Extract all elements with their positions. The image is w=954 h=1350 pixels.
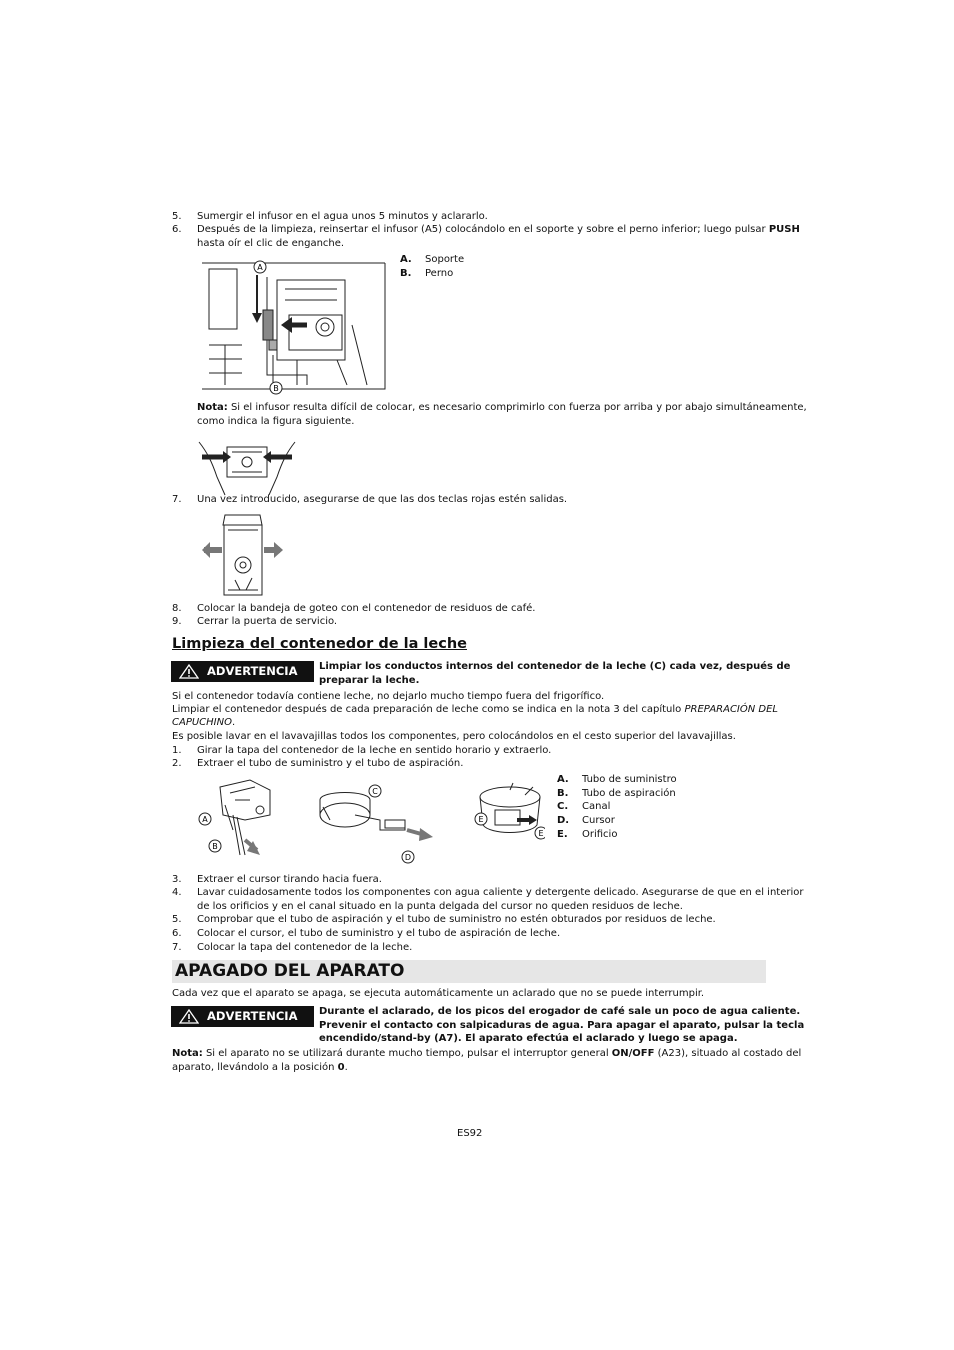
step-number: 1.	[172, 745, 182, 756]
paragraph-cont: CAPUCHINO.	[172, 717, 236, 728]
step-text: Sumergir el infusor en el agua unos 5 minutos y aclararlo.	[197, 211, 488, 222]
fig1-callout-b: B	[273, 384, 279, 393]
step-text: Colocar la bandeja de goteo con el contenedor de residuos de café.	[197, 603, 536, 614]
warning-triangle-icon	[179, 1009, 199, 1024]
step-text: Lavar cuidadosamente todos los componentes con agua caliente y detergente delicado. Asegurarse de que en el interior	[197, 887, 804, 898]
step-text-cont: de los orificios y en el canal situado en la punta delgada del cursor no queden residuos de leche.	[197, 901, 683, 912]
legend-item: E. Orificio	[557, 829, 618, 840]
note: Nota: Si el aparato no se utilizará durante mucho tiempo, pulsar el interruptor general ON/OFF (A23), situado al costado del	[172, 1048, 802, 1059]
warning-text: Limpiar los conductos internos del contenedor de la leche (C) cada vez, después de preparar la leche.	[319, 661, 791, 686]
warning-text: Durante el aclarado, de los picos del erogador de café sale un poco de agua caliente. Prevenir el contacto con salpicaduras de agua. Para apagar el aparato, pulsar la tecla encendido/stand-by (A7). El aparato efectúa el aclarado y luego se apaga.	[319, 1006, 805, 1044]
step-number: 6.	[172, 928, 182, 939]
step-text: Extraer el tubo de suministro y el tubo de aspiración.	[197, 758, 464, 769]
step-text: Una vez introducido, asegurarse de que las dos teclas rojas estén salidas.	[197, 494, 568, 505]
note: Nota: Si el infusor resulta difícil de colocar, es necesario comprimirlo con fuerza por arriba y por abajo simultáneamente,	[197, 402, 807, 413]
red-keys-figure	[200, 510, 285, 598]
milk-callout-c: C	[372, 787, 378, 796]
milk-container-figures	[195, 775, 545, 867]
milk-section-heading: Limpieza del contenedor de la leche	[172, 636, 467, 652]
paragraph: Cada vez que el aparato se apaga, se ejecuta automáticamente un aclarado que no se puede interrumpir.	[172, 988, 705, 999]
legend-item: A. Soporte	[400, 254, 465, 265]
milk-callout-e2: E	[538, 829, 544, 838]
note-cont: aparato, llevándolo a la posición 0.	[172, 1062, 348, 1073]
step-text: Colocar la tapa del contenedor de la leche.	[197, 942, 413, 953]
step-number: 5.	[172, 211, 182, 222]
section-title: APAGADO DEL APARATO	[175, 961, 405, 981]
legend-item: D. Cursor	[557, 815, 615, 826]
legend-item: A. Tubo de suministro	[557, 774, 677, 785]
legend-item: B. Perno	[400, 268, 454, 279]
paragraph: Si el contenedor todavía contiene leche, no dejarlo mucho tiempo fuera del frigorífico.	[172, 691, 605, 702]
infuser-insertion-figure	[197, 255, 389, 395]
step-text: Extraer el cursor tirando hacia fuera.	[197, 874, 382, 885]
step-text-cont: hasta oír el clic de enganche.	[197, 238, 345, 249]
page-number: ES92	[457, 1128, 483, 1139]
step-text: Colocar el cursor, el tubo de suministro y el tubo de aspiración de leche.	[197, 928, 561, 939]
legend-item: B. Tubo de aspiración	[557, 788, 676, 799]
fig1-callout-a: A	[257, 263, 263, 272]
step-number: 8.	[172, 603, 182, 614]
note-cont: como indica la figura siguiente.	[197, 416, 355, 427]
step-number: 2.	[172, 758, 182, 769]
milk-callout-e: E	[478, 815, 484, 824]
step-number: 7.	[172, 494, 182, 505]
legend-item: C. Canal	[557, 801, 611, 812]
paragraph: Es posible lavar en el lavavajillas todos los componentes, pero colocándolos en el cesto superior del lavavajillas.	[172, 731, 736, 742]
milk-callout-a: A	[202, 815, 208, 824]
step-number: 3.	[172, 874, 182, 885]
section-header	[172, 960, 766, 983]
hands-compress-figure	[197, 437, 297, 497]
step-number: 9.	[172, 616, 182, 627]
step-number: 4.	[172, 887, 182, 898]
warning-badge	[171, 661, 314, 682]
step-text: Cerrar la puerta de servicio.	[197, 616, 338, 627]
paragraph: Limpiar el contenedor después de cada preparación de leche como se indica en la nota 3 del capítulo PREPARACIÓN DEL	[172, 704, 778, 715]
warning-badge	[171, 1006, 314, 1027]
step-number: 7.	[172, 942, 182, 953]
warning-label: ADVERTENCIA	[207, 664, 298, 678]
step-number: 5.	[172, 914, 182, 925]
step-text: Después de la limpieza, reinsertar el infusor (A5) colocándolo en el soporte y sobre el perno inferior; luego pulsar PUSH	[197, 224, 800, 235]
step-number: 6.	[172, 224, 182, 235]
warning-label: ADVERTENCIA	[207, 1009, 298, 1023]
step-text: Girar la tapa del contenedor de la leche en sentido horario y extraerlo.	[197, 745, 552, 756]
milk-callout-b: B	[212, 842, 218, 851]
warning-triangle-icon	[179, 664, 199, 679]
step-text: Comprobar que el tubo de aspiración y el tubo de suministro no estén obturados por residuos de leche.	[197, 914, 716, 925]
milk-callout-d: D	[404, 853, 412, 862]
